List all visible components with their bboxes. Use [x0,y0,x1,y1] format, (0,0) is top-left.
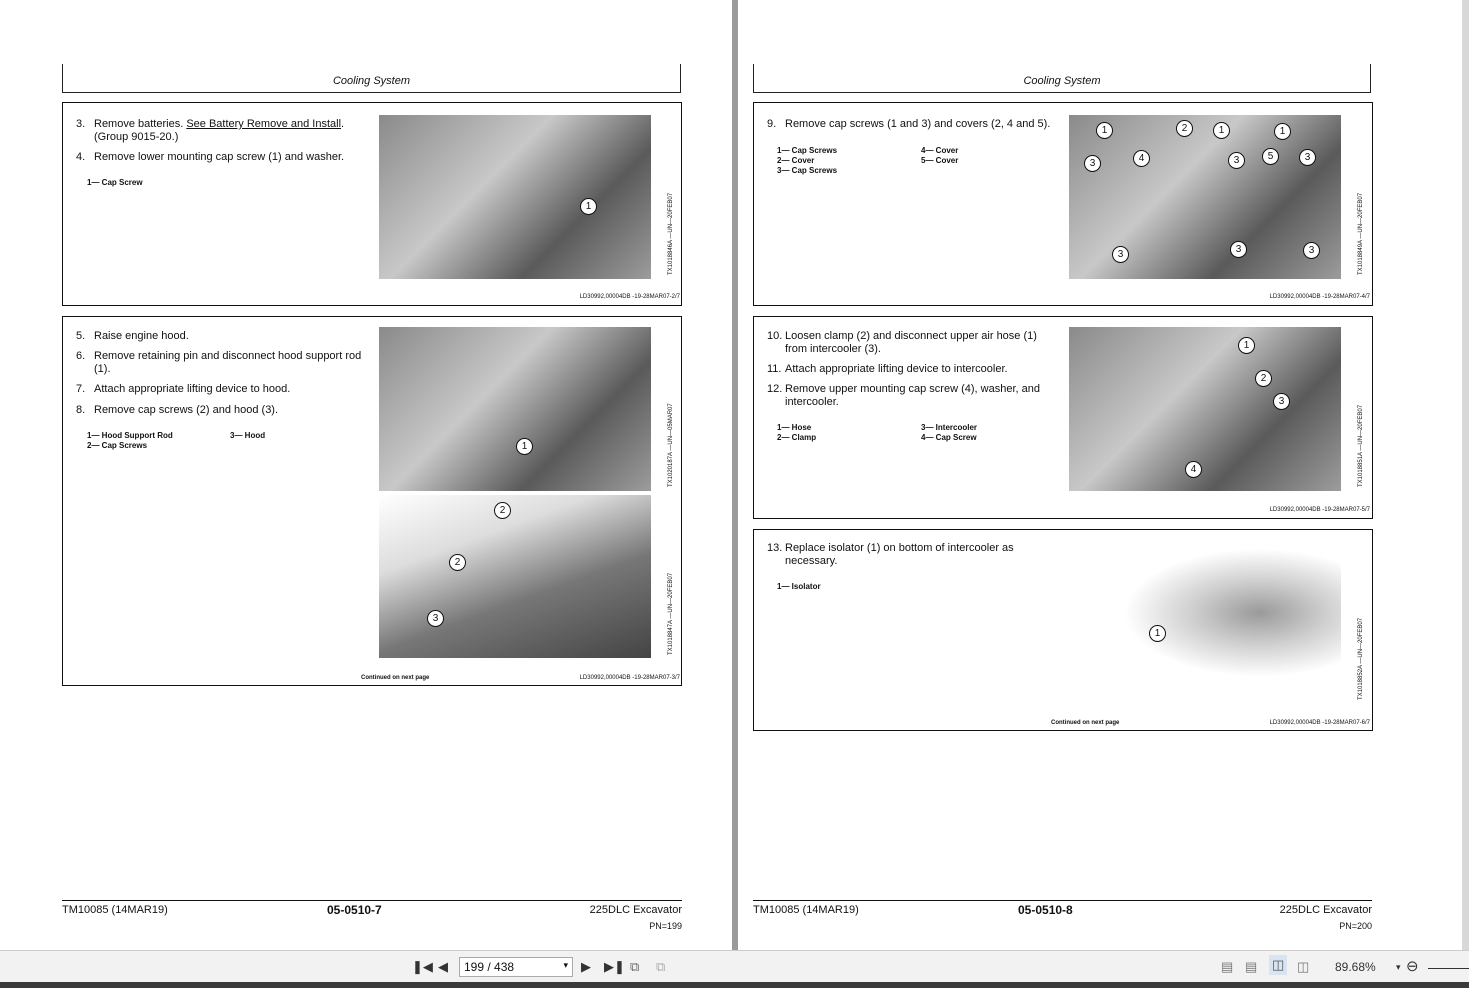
legend-item: 1— Cap Screw [87,178,143,187]
page-number: 05-0510-8 [1018,903,1073,917]
callout: 1 [516,438,533,455]
legend-item: 2— Cap Screws [87,441,148,450]
step [767,118,1067,131]
step-number: 11. [767,363,782,375]
reference-code: LD30992,00004DB -19-28MAR07-5/7 [1269,507,1370,513]
callout: 2 [449,554,466,571]
photo-isolator [1069,539,1341,703]
legend-item: 1— Cap Screws [777,146,838,155]
step-number: 9. [767,118,777,130]
callout: 3 [1112,246,1129,263]
page-header [753,64,1371,93]
next-page-icon[interactable]: ▶ [581,959,591,974]
legend-item: 2— Cover [777,156,815,165]
step [767,363,1057,376]
figure-id: TX1018851A —UN—20FEB07 [1358,404,1364,487]
step-number: 3. [76,118,86,130]
step [767,542,1057,568]
legend-item: 4— Cap Screw [921,433,977,442]
zoom-out-icon[interactable]: ⊖ [1406,958,1419,975]
reference-code: LD30992,00004DB -19-28MAR07-3/7 [579,675,680,681]
callout: 1 [1096,122,1113,139]
legend-item: 4— Cover [921,146,959,155]
callout: 1 [1274,123,1291,140]
legend [230,431,265,441]
model-name: 225DLC Excavator [589,904,682,916]
figure-id: TX1018849A —UN—20FEB07 [1358,192,1364,275]
pdf-page-left [0,0,732,950]
section-title: Cooling System [1023,75,1101,87]
step-text: Loosen clamp (2) and disconnect upper air hose (1) from intercooler (3). [785,330,1037,355]
callout: 3 [427,610,444,627]
callout: 1 [1149,625,1166,642]
previous-view-icon[interactable]: ⧉ [630,959,640,974]
step-number: 10. [767,330,783,342]
legend [777,423,816,443]
legend-item: 1— Isolator [777,582,821,591]
callout: 1 [1213,122,1230,139]
dropdown-arrow-icon[interactable]: ▾ [563,960,568,970]
step-number: 7. [76,383,86,395]
page-footer [753,900,1372,936]
manual-id: TM10085 (14MAR19) [753,904,859,916]
pdf-page-right [738,0,1462,950]
step [76,151,366,164]
model-name: 225DLC Excavator [1279,904,1372,916]
step-number: 6. [76,350,86,362]
legend [87,431,173,451]
continuous-page-icon[interactable]: ▤ [1245,959,1258,974]
legend-item: 2— Clamp [777,433,817,442]
page-header [62,64,681,93]
section-title: Cooling System [332,75,411,87]
callout: 4 [1185,461,1202,478]
figure-id: TX1020187A —UN—05MAR07 [668,403,674,487]
legend-item: 3— Intercooler [921,423,978,432]
step-text: Attach appropriate lifting device to intercooler. [785,363,1008,375]
reference-code: LD30992,00004DB -19-28MAR07-6/7 [1269,720,1370,726]
photo-hood-support-rod [379,327,651,491]
legend-item: 1— Hood Support Rod [87,431,173,440]
callout: 2 [1176,120,1193,137]
zoom-dropdown-icon[interactable]: ▾ [1396,962,1401,972]
zoom-slider[interactable] [1428,968,1469,969]
cross-reference-link[interactable]: See Battery Remove and Install [186,118,342,130]
figure-id: TX1018852A —UN—20FEB07 [1358,617,1364,700]
callout: 1 [1238,337,1255,354]
reference-code: LD30992,00004DB -19-28MAR07-2/7 [579,294,680,300]
callout: 5 [1262,148,1279,165]
step-number: 8. [76,404,86,416]
page-number: 05-0510-7 [327,903,382,917]
step [76,330,366,343]
page-indicator: 199 / 438 [464,960,515,974]
next-view-icon[interactable]: ⧉ [656,959,666,974]
step-text: Remove batteries. [94,118,187,130]
legend-item: 3— Cap Screws [777,166,838,175]
step-text: Remove retaining pin and disconnect hood support rod (1). [94,350,362,375]
last-page-icon[interactable]: ▶❚ [604,959,625,974]
page-number-input[interactable] [459,957,573,977]
vertical-scrollbar[interactable] [1462,0,1469,950]
step-text: Remove upper mounting cap screw (4), washer, and intercooler. [785,383,1040,408]
legend [777,582,821,592]
callout: 4 [1133,150,1150,167]
reference-code: LD30992,00004DB -19-28MAR07-4/7 [1269,294,1370,300]
photo-covers [1069,115,1341,279]
photo-intercooler-hose [1069,327,1341,491]
legend [921,146,958,166]
pn-number: PN=199 [649,921,682,931]
legend [87,178,143,188]
page-footer [62,900,682,936]
figure-id: TX1018846A —UN—20FEB07 [668,192,674,275]
step-number: 5. [76,330,86,342]
legend-item: 5— Cover [921,156,959,165]
step-number: 13. [767,542,783,554]
legend [777,146,837,176]
callout: 3 [1299,149,1316,166]
callout: 3 [1303,242,1320,259]
facing-pages-icon[interactable]: ◫ [1269,955,1287,975]
continuous-facing-icon[interactable]: ◫ [1297,959,1310,974]
step-number: 4. [76,151,86,163]
step-text: Remove cap screws (2) and hood (3). [94,404,279,416]
step-text: Remove lower mounting cap screw (1) and washer. [94,151,345,163]
step-text: Attach appropriate lifting device to hood. [94,383,291,395]
step [76,383,366,396]
callout: 3 [1228,152,1245,169]
step-text: Remove cap screws (1 and 3) and covers (2, 4 and 5). [785,118,1051,130]
taskbar-strip [0,982,1469,988]
legend [921,423,977,443]
callout: 3 [1084,155,1101,172]
step-number: 12. [767,383,783,395]
step-text: Replace isolator (1) on bottom of intercooler as necessary. [785,542,1014,567]
step [76,404,366,417]
callout: 2 [1255,370,1272,387]
continued-note: Continued on next page [1051,720,1120,726]
step-text: . (Group 9015-20.) [94,118,345,143]
callout: 3 [1230,241,1247,258]
photo-hood-cap-screws [379,495,651,658]
step [76,118,361,144]
callout: 1 [580,198,597,215]
manual-id: TM10085 (14MAR19) [62,904,168,916]
step [767,330,1057,356]
callout: 2 [494,502,511,519]
step [76,350,366,376]
legend-item: 1— Hose [777,423,812,432]
continued-note: Continued on next page [361,675,430,681]
callout: 3 [1273,393,1290,410]
pn-number: PN=200 [1339,921,1372,931]
zoom-level[interactable]: 89.68% [1335,960,1376,974]
legend-item: 3— Hood [230,431,266,440]
figure-id: TX1018847A —UN—20FEB07 [668,572,674,655]
first-page-icon[interactable]: ❚◀ [412,959,433,974]
viewer-toolbar [0,950,1469,982]
step [767,383,1057,409]
previous-page-icon[interactable]: ◀ [438,959,448,974]
single-page-icon[interactable]: ▤ [1221,959,1234,974]
step-text: Raise engine hood. [94,330,189,342]
photo-cap-screw [379,115,651,279]
